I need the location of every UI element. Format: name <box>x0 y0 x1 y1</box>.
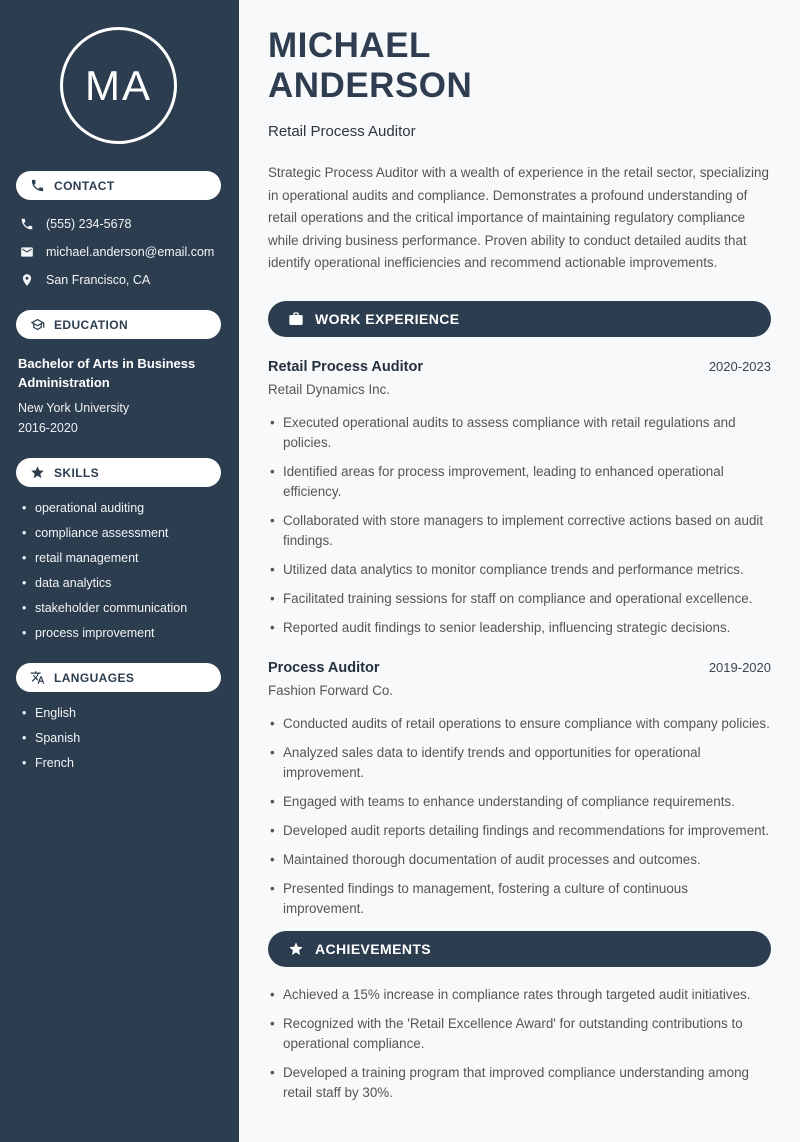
achievements-header-label: ACHIEVEMENTS <box>315 940 432 957</box>
job-company: Retail Dynamics Inc. <box>268 381 391 397</box>
phone-icon <box>30 178 45 193</box>
main-content <box>239 0 800 1142</box>
avatar-initials: MA <box>85 61 152 109</box>
job-bullet-list <box>268 413 771 638</box>
job-entry <box>268 660 771 919</box>
email-icon <box>20 245 34 259</box>
job-entry <box>268 359 771 638</box>
skill-item: • operational auditing <box>22 502 221 515</box>
contact-section <box>16 171 221 287</box>
work-experience-list <box>268 359 771 919</box>
contact-header <box>16 171 221 200</box>
job-company: Fashion Forward Co. <box>268 682 394 698</box>
location-pin-icon <box>20 273 34 287</box>
job-dates: 2019-2020 <box>708 659 771 675</box>
contact-location-row <box>20 273 221 287</box>
achievement-bullet: • Recognized with the 'Retail Excellence Award' for outstanding contributions to operational compliance. <box>268 1014 771 1054</box>
candidate-name <box>268 26 771 106</box>
languages-header-label: LANGUAGES <box>54 670 135 685</box>
languages-section <box>16 663 221 770</box>
job-bullet: • Conducted audits of retail operations to ensure compliance with company policies. <box>268 714 771 734</box>
job-bullet: • Maintained thorough documentation of audit processes and outcomes. <box>268 850 771 870</box>
skill-item: • process improvement <box>22 627 221 640</box>
skills-header <box>16 458 221 487</box>
education-degree: Bachelor of Arts in Business Administration <box>18 356 196 390</box>
achievements-header <box>268 931 771 967</box>
contact-list <box>16 200 221 287</box>
job-bullet: • Utilized data analytics to monitor compliance trends and performance metrics. <box>268 560 771 580</box>
avatar <box>60 27 177 144</box>
languages-list <box>16 692 221 770</box>
phone-icon <box>20 217 34 231</box>
work-experience-header-label: WORK EXPERIENCE <box>315 310 460 327</box>
job-bullet: • Facilitated training sessions for staff on compliance and operational excellence. <box>268 589 771 609</box>
job-bullet: • Collaborated with store managers to implement corrective actions based on audit findings. <box>268 511 771 551</box>
job-title: Process Auditor <box>268 659 380 676</box>
star-icon <box>30 465 45 480</box>
star-icon <box>288 941 304 957</box>
language-item: • French <box>22 757 221 770</box>
job-bullet: • Reported audit findings to senior leadership, influencing strategic decisions. <box>268 618 771 638</box>
job-title: Retail Process Auditor <box>268 358 423 375</box>
briefcase-icon <box>288 311 304 327</box>
skills-header-label: SKILLS <box>54 465 100 480</box>
achievement-bullet: • Achieved a 15% increase in compliance rates through targeted audit initiatives. <box>268 985 771 1005</box>
work-experience-header <box>268 301 771 337</box>
graduation-cap-icon <box>30 317 45 332</box>
sidebar <box>0 0 239 1142</box>
education-header <box>16 310 221 339</box>
job-bullet: • Developed audit reports detailing findings and recommendations for improvement. <box>268 821 771 841</box>
contact-phone-row <box>20 217 221 231</box>
contact-email-row <box>20 245 221 259</box>
education-entry <box>16 339 221 435</box>
job-dates: 2020-2023 <box>708 358 771 374</box>
achievement-bullet: • Developed a training program that improved compliance understanding among retail staff by 30%. <box>268 1063 771 1103</box>
job-head <box>268 660 771 676</box>
contact-header-label: CONTACT <box>54 178 115 193</box>
job-head <box>268 359 771 375</box>
summary-text: Strategic Process Auditor with a wealth of experience in the retail sector, specializing in operational audits and compliance. Demonstrates a profound understanding of retail operations and the critical importance of maintaining regulatory compliance while driving business performance. Proven ability to conduct detailed audits that identify operational inefficiencies and recommend actionable improvements. <box>268 165 769 270</box>
language-item: • English <box>22 707 221 720</box>
languages-header <box>16 663 221 692</box>
education-section <box>16 310 221 435</box>
translate-icon <box>30 670 45 685</box>
skill-item: • compliance assessment <box>22 527 221 540</box>
job-bullet-list <box>268 714 771 919</box>
skills-section <box>16 458 221 640</box>
contact-location: San Francisco, CA <box>46 273 151 287</box>
job-bullet: • Engaged with teams to enhance understanding of compliance requirements. <box>268 792 771 812</box>
contact-email: michael.anderson@email.com <box>46 245 215 259</box>
achievements-list <box>268 985 771 1103</box>
job-bullet: • Identified areas for process improvement, leading to enhanced operational efficiency. <box>268 462 771 502</box>
skills-list <box>16 487 221 640</box>
contact-phone: (555) 234-5678 <box>46 217 132 231</box>
language-item: • Spanish <box>22 732 221 745</box>
job-bullet: • Executed operational audits to assess compliance with retail regulations and policies. <box>268 413 771 453</box>
skill-item: • data analytics <box>22 577 221 590</box>
education-school: New York University <box>18 401 130 415</box>
skill-item: • retail management <box>22 552 221 565</box>
education-years: 2016-2020 <box>18 421 78 435</box>
name-last: ANDERSON <box>268 66 473 105</box>
candidate-title: Retail Process Auditor <box>268 123 416 140</box>
education-header-label: EDUCATION <box>54 317 129 332</box>
job-bullet: • Presented findings to management, fostering a culture of continuous improvement. <box>268 879 771 919</box>
skill-item: • stakeholder communication <box>22 602 221 615</box>
name-first: MICHAEL <box>268 26 431 65</box>
job-bullet: • Analyzed sales data to identify trends and opportunities for operational improvement. <box>268 743 771 783</box>
